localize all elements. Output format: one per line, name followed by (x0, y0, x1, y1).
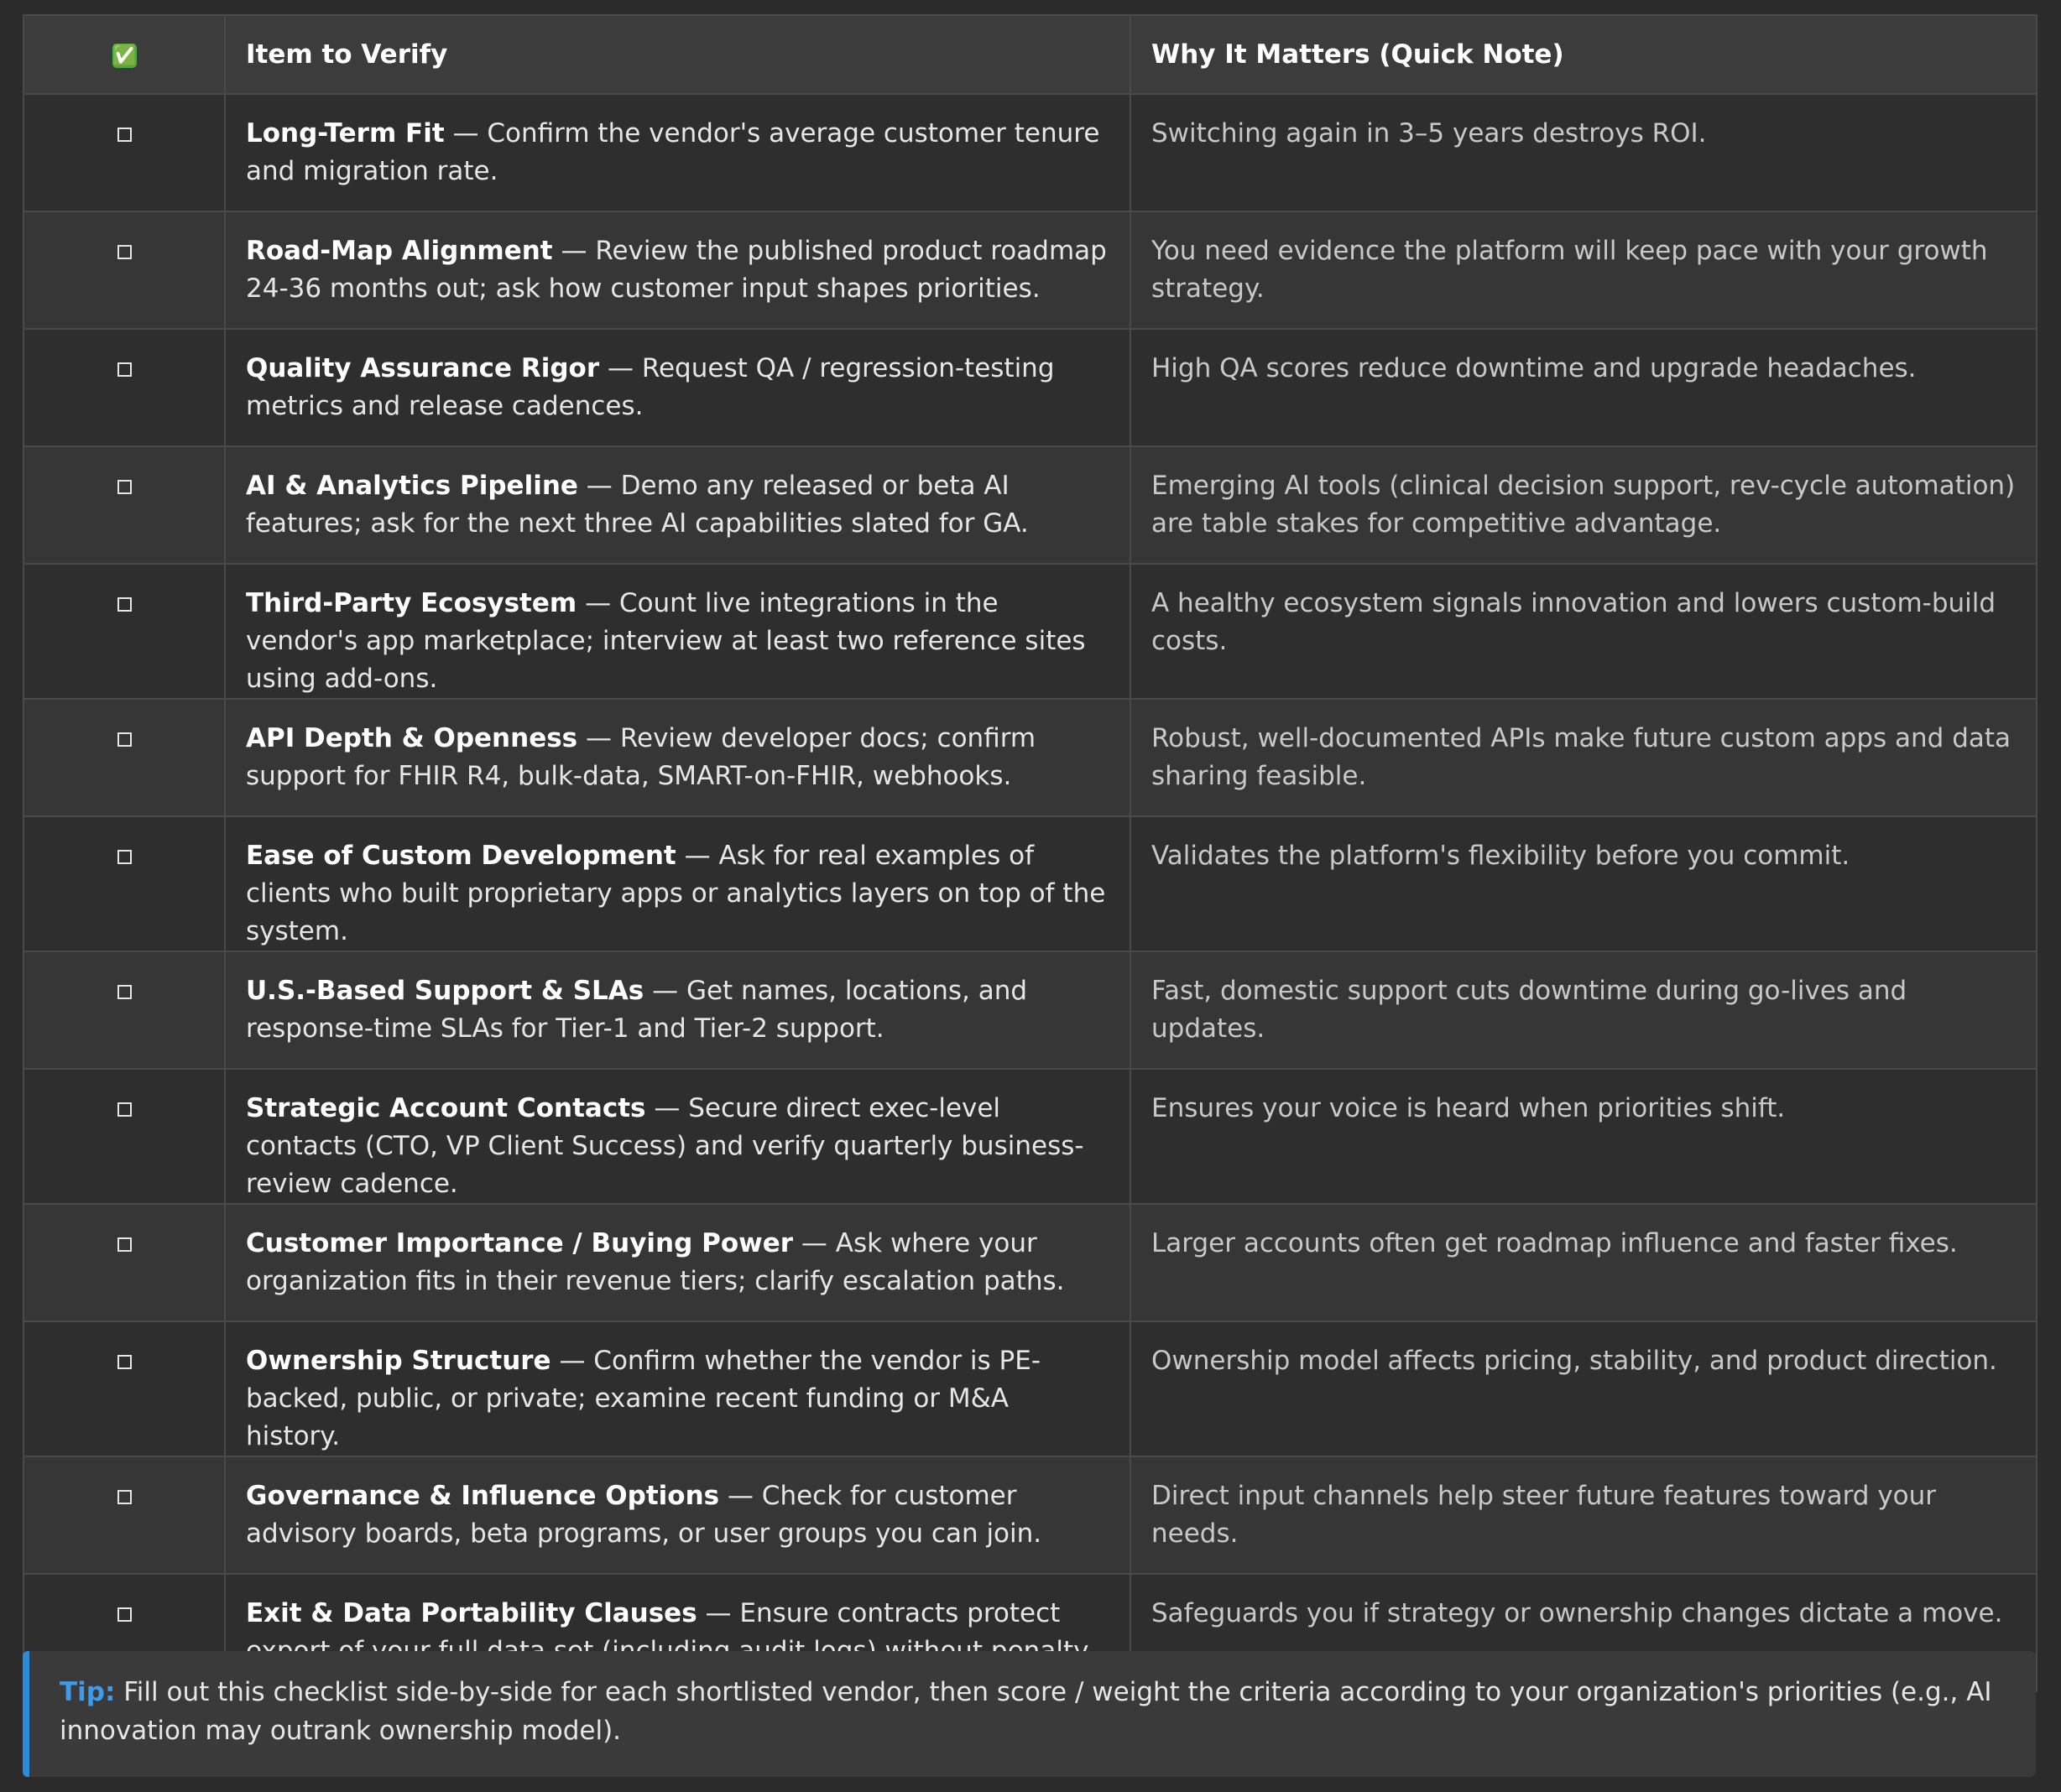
checkbox-cell (23, 1069, 225, 1204)
item-title: Governance & Influence Options (246, 1481, 720, 1511)
checkbox[interactable] (117, 245, 132, 259)
item-to-verify-cell (225, 446, 1130, 564)
table-row (23, 699, 2037, 816)
checkbox[interactable] (117, 1607, 132, 1622)
item-to-verify-cell (225, 564, 1130, 699)
item-detail: — Count live integrations in the vendor's app marketplace; interview at least two reference sites using add-ons. (246, 588, 1086, 694)
why-it-matters-cell: Ensures your voice is heard when priorities shift. (1130, 1069, 2037, 1204)
item-detail: — Confirm whether the vendor is PE-backed, public, or private; examine recent funding or M&A history. (246, 1346, 1041, 1451)
item-title: Ownership Structure (246, 1346, 551, 1376)
why-it-matters-cell: Larger accounts often get roadmap influence and faster fixes. (1130, 1204, 2037, 1321)
checkbox[interactable] (117, 362, 132, 377)
item-title: Quality Assurance Rigor (246, 353, 600, 383)
tip-label: Tip: (60, 1677, 116, 1707)
checkbox-cell (23, 1321, 225, 1456)
vendor-checklist-table (23, 14, 2038, 1692)
item-to-verify-cell (225, 329, 1130, 446)
item-detail: — Demo any released or beta AI features; ask for the next three AI capabilities slated for GA. (246, 471, 1029, 539)
item-title: Ease of Custom Development (246, 841, 676, 871)
checkbox-cell (23, 816, 225, 951)
checkbox[interactable] (117, 480, 132, 494)
tip-callout (23, 1651, 2036, 1777)
item-title: Exit & Data Portability Clauses (246, 1598, 697, 1628)
item-title: Road-Map Alignment (246, 236, 553, 266)
checkbox-cell (23, 951, 225, 1069)
item-to-verify-cell (225, 1069, 1130, 1204)
table-row (23, 211, 2037, 329)
why-it-matters-cell: High QA scores reduce downtime and upgrade headaches. (1130, 329, 2037, 446)
header-check-cell (23, 15, 225, 94)
table-row (23, 446, 2037, 564)
why-it-matters-cell: Robust, well-documented APIs make future custom apps and data sharing feasible. (1130, 699, 2037, 816)
checkbox-cell (23, 1204, 225, 1321)
item-detail: — Ask where your organization fits in their revenue tiers; clarify escalation paths. (246, 1228, 1065, 1296)
table-row (23, 1069, 2037, 1204)
table-row (23, 564, 2037, 699)
checkbox-cell (23, 564, 225, 699)
item-to-verify-cell (225, 1204, 1130, 1321)
checkbox[interactable] (117, 128, 132, 142)
checkbox[interactable] (117, 1102, 132, 1117)
item-title: Customer Importance / Buying Power (246, 1228, 794, 1258)
item-detail: — Get names, locations, and response-time SLAs for Tier-1 and Tier-2 support. (246, 976, 1028, 1044)
item-title: Strategic Account Contacts (246, 1093, 646, 1123)
item-to-verify-cell (225, 211, 1130, 329)
item-title: U.S.-Based Support & SLAs (246, 976, 644, 1006)
table-row (23, 1456, 2037, 1574)
checkbox[interactable] (117, 1355, 132, 1369)
header-item-to-verify: Item to Verify (225, 15, 1130, 94)
item-to-verify-cell (225, 94, 1130, 211)
table-row (23, 1321, 2037, 1456)
checkbox-cell (23, 94, 225, 211)
why-it-matters-cell: Safeguards you if strategy or ownership changes dictate a move. (1130, 1574, 2037, 1691)
table-row (23, 1204, 2037, 1321)
checkbox[interactable] (117, 1237, 132, 1252)
table-row (23, 94, 2037, 211)
item-detail: — Confirm the vendor's average customer tenure and migration rate. (246, 118, 1100, 186)
item-to-verify-cell (225, 1321, 1130, 1456)
why-it-matters-cell: Direct input channels help steer future features toward your needs. (1130, 1456, 2037, 1574)
checkbox[interactable] (117, 732, 132, 747)
checkbox-cell (23, 329, 225, 446)
why-it-matters-cell: You need evidence the platform will keep pace with your growth strategy. (1130, 211, 2037, 329)
checkbox-cell (23, 1456, 225, 1574)
checkbox[interactable] (117, 597, 132, 612)
table-row (23, 329, 2037, 446)
item-to-verify-cell (225, 699, 1130, 816)
checklist-container (23, 14, 2036, 1692)
item-title: AI & Analytics Pipeline (246, 471, 578, 501)
table-header-row (23, 15, 2037, 94)
why-it-matters-cell: Ownership model affects pricing, stability, and product direction. (1130, 1321, 2037, 1456)
item-detail: — Review the published product roadmap 24-36 months out; ask how customer input shapes priorities. (246, 236, 1107, 304)
item-detail: — Ask for real examples of clients who built proprietary apps or analytics layers on top of the system. (246, 841, 1106, 946)
header-why-it-matters: Why It Matters (Quick Note) (1130, 15, 2037, 94)
checkbox-cell (23, 446, 225, 564)
item-detail: — Ensure contracts protect (705, 1598, 1061, 1628)
checkbox[interactable] (117, 1490, 132, 1504)
table-row (23, 951, 2037, 1069)
check-mark-icon: ✅ (112, 44, 138, 67)
item-detail: — Check for customer advisory boards, beta programs, or user groups you can join. (246, 1481, 1042, 1549)
table-row (23, 816, 2037, 951)
why-it-matters-cell: Fast, domestic support cuts downtime during go-lives and updates. (1130, 951, 2037, 1069)
item-title: Long-Term Fit (246, 118, 445, 148)
item-title: API Depth & Openness (246, 723, 578, 753)
checkbox[interactable] (117, 985, 132, 999)
item-title: Third-Party Ecosystem (246, 588, 577, 618)
why-it-matters-cell: Emerging AI tools (clinical decision support, rev-cycle automation) are table stakes for competitive advantage. (1130, 446, 2037, 564)
item-to-verify-cell (225, 951, 1130, 1069)
item-detail: — Review developer docs; confirm support for FHIR R4, bulk-data, SMART-on-FHIR, webhooks. (246, 723, 1036, 791)
checkbox[interactable] (117, 850, 132, 864)
item-to-verify-cell (225, 816, 1130, 951)
why-it-matters-cell: A healthy ecosystem signals innovation and lowers custom-build costs. (1130, 564, 2037, 699)
why-it-matters-cell: Switching again in 3–5 years destroys ROI. (1130, 94, 2037, 211)
item-to-verify-cell (225, 1456, 1130, 1574)
item-detail: — Request QA / regression-testing metrics and release cadences. (246, 353, 1055, 421)
checkbox-cell (23, 699, 225, 816)
why-it-matters-cell: Validates the platform's flexibility before you commit. (1130, 816, 2037, 951)
tip-text: Fill out this checklist side-by-side for each shortlisted vendor, then score / weight the criteria according to your organization's priorities (e.g., AI innovation may outrank ownership model). (60, 1677, 1992, 1746)
item-detail: — Secure direct exec-level contacts (CTO, VP Client Success) and verify quarterly business-review cadence. (246, 1093, 1084, 1199)
checkbox-cell (23, 211, 225, 329)
